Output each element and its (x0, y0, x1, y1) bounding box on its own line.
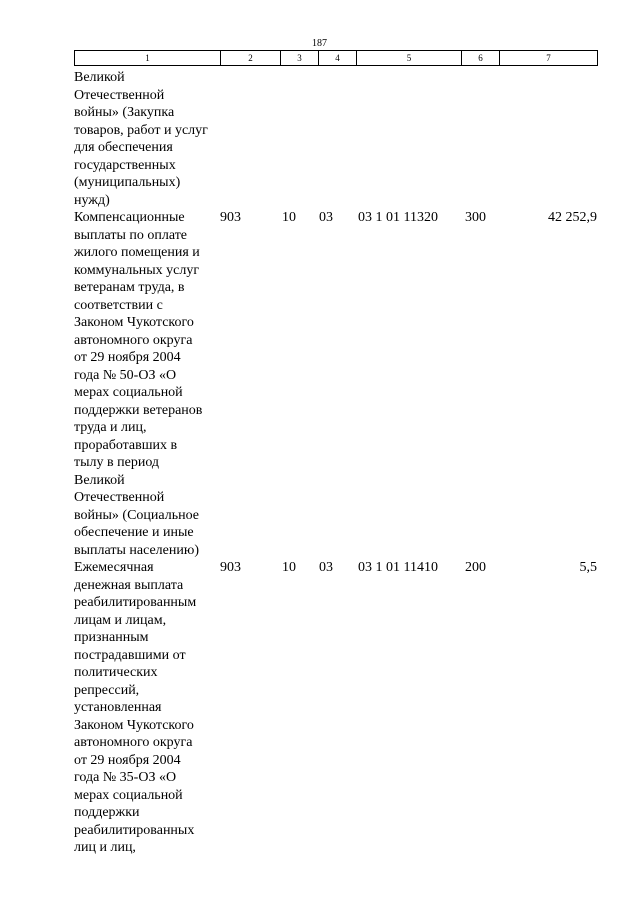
row-description: Великой Отечественной войны» (Закупка товаров, работ и услуг для обеспечения государственных (муниципальных) нужд) (74, 70, 208, 208)
row-expense-type: 200 (465, 560, 486, 575)
table-row (74, 559, 597, 857)
column-header-table (74, 50, 598, 66)
row-ministry-code: 903 (220, 560, 241, 575)
row-amount: 42 252,9 (548, 210, 597, 225)
row-target-code: 03 1 01 11410 (358, 560, 438, 575)
column-header-5: 5 (357, 51, 462, 66)
row-expense-type: 300 (465, 210, 486, 225)
column-header-row (75, 51, 598, 66)
table-body (74, 69, 597, 857)
column-header-4: 4 (319, 51, 357, 66)
column-header-7: 7 (500, 51, 598, 66)
row-section-code: 10 (282, 560, 296, 575)
row-description: Ежемесячная денежная выплата реабилитированным лицам и лицам, признанным пострадавшими от политических репрессий, установленная Законом Чукотского автономного округа от 29 ноября 2004 года № 35-ОЗ «О мерах социальной поддержки реабилитированных лиц и лиц, (74, 560, 197, 855)
column-header-1: 1 (75, 51, 221, 66)
row-section-code: 10 (282, 210, 296, 225)
row-ministry-code: 903 (220, 210, 241, 225)
table-row (74, 209, 597, 559)
row-amount: 5,5 (579, 560, 597, 575)
column-header-3: 3 (281, 51, 319, 66)
column-header-2: 2 (221, 51, 281, 66)
row-subsection-code: 03 (319, 210, 333, 225)
row-description: Компенсационные выплаты по оплате жилого помещения и коммунальных услуг ветеранам труда, в соответствии с Законом Чукотского автономного округа от 29 ноября 2004 года № 50-ОЗ «О мерах социальной поддержки ветеранов труда и лиц, проработавших в тылу в период Великой Отечественной войны» (Социальное обеспечение и иные выплаты населению) (74, 210, 203, 558)
page-number: 187 (312, 38, 327, 49)
row-target-code: 03 1 01 11320 (358, 210, 438, 225)
column-header-6: 6 (462, 51, 500, 66)
row-subsection-code: 03 (319, 560, 333, 575)
table-row (74, 69, 597, 209)
